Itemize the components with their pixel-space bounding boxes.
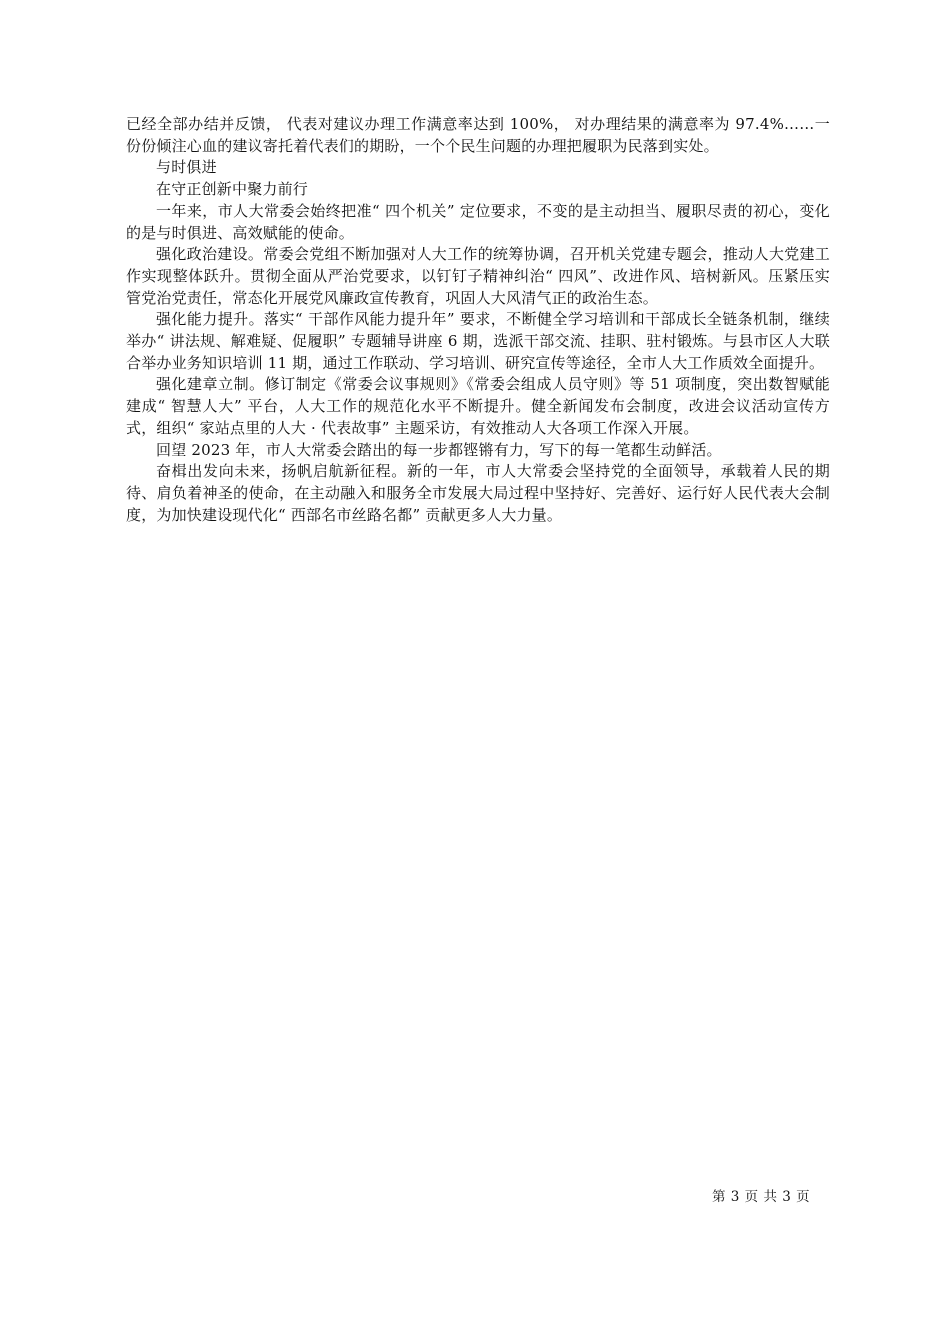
- section-heading: 与时俱进: [156, 158, 217, 177]
- paragraph-outlook: 奋楫出发向未来，扬帆启航新征程。新的一年，市人大常委会坚持党的全面领导，承载着人民的期待、肩负着神圣的使命，在主动融入和服务全市发展大局过程中坚持好、完善好、运行好人民代表大会制度，为加快建设现代化“ 西部名市丝路名都” 贡献更多人大力量。: [126, 462, 830, 524]
- paragraph-review: 回望 2023 年，市人大常委会踏出的每一步都铿锵有力，写下的每一笔都生动鲜活。: [156, 440, 722, 459]
- paragraph-rules: 强化建章立制。修订制定《常委会议事规则》《常委会组成人员守则》等 51 项制度，突出数智赋能建成“ 智慧人大” 平台，人大工作的规范化水平不断提升。健全新闻发布会制度，改进会议活动宣传方式，组织“ 家站点里的人大 · 代表故事” 主题采访，有效推动人大各项工作深入开展。: [126, 375, 830, 437]
- paragraph-political: 强化政治建设。常委会党组不断加强对人大工作的统筹协调，召开机关党建专题会，推动人大党建工作实现整体跃升。贯彻全面从严治党要求，以钉钉子精神纠治“ 四风”、改进作风、培树新风。压紧压实管党治党责任，常态化开展党风廉政宣传教育，巩固人大风清气正的政治生态。: [126, 245, 830, 307]
- document-body: [126, 114, 830, 526]
- paragraph-capability: 强化能力提升。落实“ 干部作风能力提升年” 要求，不断健全学习培训和干部成长全链条机制，继续举办“ 讲法规、解难疑、促履职” 专题辅导讲座 6 期，选派干部交流、挂职、驻村锻炼。与县市区人大联合举办业务知识培训 11 期，通过工作联动、学习培训、研究宣传等途径，全市人大工作质效全面提升。: [126, 310, 830, 372]
- paragraph-continuation: 已经全部办结并反馈， 代表对建议办理工作满意率达到 100%， 对办理结果的满意率为 97.4%……一份份倾注心血的建议寄托着代表们的期盼，一个个民生问题的办理把履职为民落到实处。: [126, 115, 830, 155]
- section-subheading: 在守正创新中聚力前行: [156, 180, 309, 199]
- page-number-footer: 第 3 页 共 3 页: [712, 1189, 811, 1205]
- paragraph-intro: 一年来，市人大常委会始终把准“ 四个机关” 定位要求，不变的是主动担当、履职尽责的初心，变化的是与时俱进、高效赋能的使命。: [126, 201, 830, 242]
